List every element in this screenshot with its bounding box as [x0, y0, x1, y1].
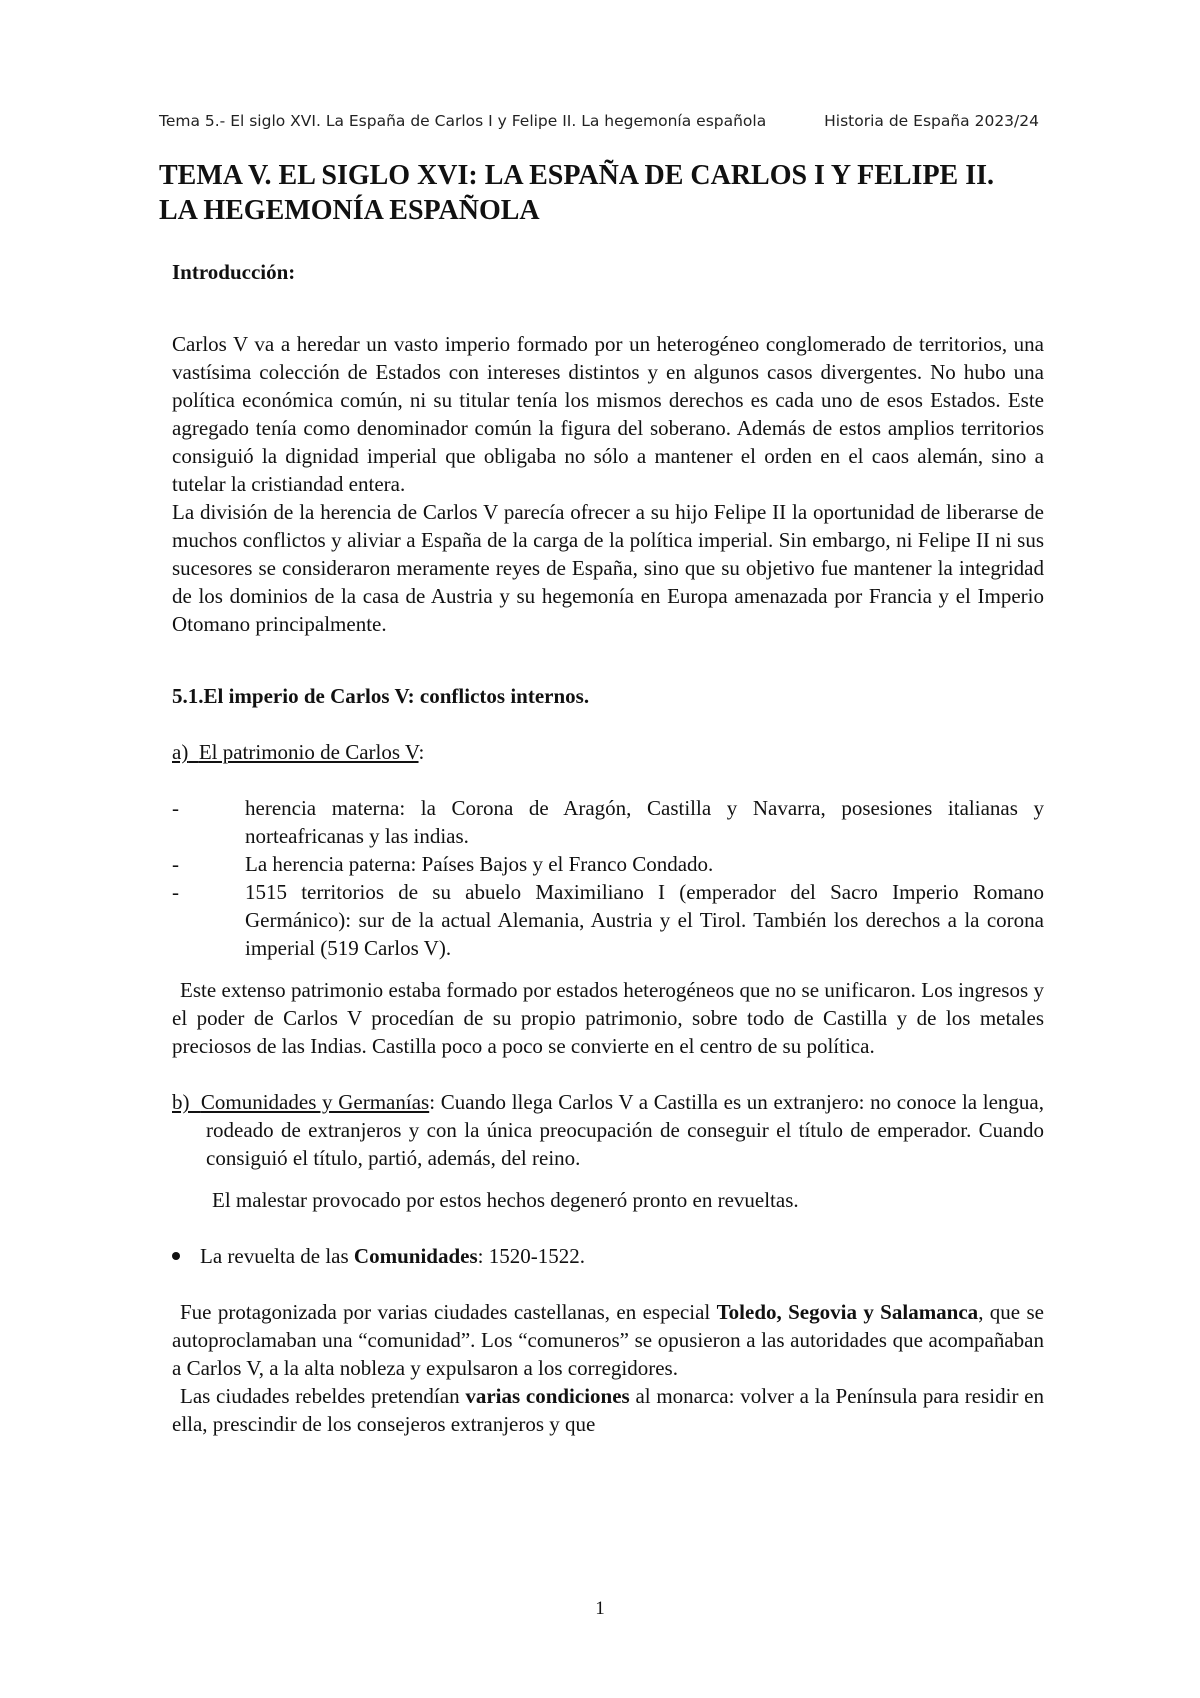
list-item: - herencia materna: la Corona de Aragón, Castilla y Navarra, posesiones italianas y norteafricanas y las indias.	[172, 796, 1044, 848]
subsection-b-title: Comunidades y Germanías	[200, 1090, 430, 1114]
header-course: Historia de España 2023/24	[824, 112, 1039, 130]
subsection-b-paragraph: b) Comunidades y Germanías: Cuando llega Carlos V a Castilla es un extranjero: no conoce la lengua, rodeado de extranjeros y con la única preocupación de conseguir el título de emperador. Cuando consiguió el título, partió, además, del reino.	[172, 1090, 1045, 1170]
subsection-a-label: a)	[172, 740, 189, 764]
rebeldes-paragraph: Las ciudades rebeldes pretendían varias condiciones al monarca: volver a la Península para residir en ella, prescindir de los consejeros extranjeros y que	[172, 1384, 1044, 1436]
page-title	[159, 158, 1059, 228]
page-number: 1	[595, 1598, 605, 1619]
intro-heading: Introducción:	[172, 260, 296, 284]
comunidades-bullet: La revuelta de las Comunidades: 1520-1522.	[172, 1242, 1044, 1270]
header-topic: Tema 5.- El siglo XVI. La España de Carlos I y Felipe II. La hegemonía española	[159, 112, 767, 130]
patrimonio-paragraph: Este extenso patrimonio estaba formado por estados heterogéneos que no se unificaron. Los ingresos y el poder de Carlos V procedían de su propio patrimonio, sobre todo de Castilla y de los metales preciosos de las Indias. Castilla poco a poco se convierte en el centro de su política.	[172, 978, 1044, 1058]
list-item: - 1515 territorios de su abuelo Maximiliano I (emperador del Sacro Imperio Romano Germánico): sur de la actual Alemania, Austria y el Tirol. También los derechos a la corona imperial (519 Carlos V).	[172, 880, 1044, 960]
title-line-2: LA HEGEMONÍA ESPAÑOLA	[159, 195, 540, 226]
section-heading: 5.1.El imperio de Carlos V: conflictos internos.	[172, 684, 590, 708]
malestar-paragraph: El malestar provocado por estos hechos degeneró pronto en revueltas.	[212, 1188, 799, 1212]
bullet-icon	[172, 1252, 180, 1260]
subsection-a-title: El patrimonio de Carlos V	[198, 740, 419, 764]
document-body	[172, 258, 1044, 1438]
subsection-b-label: b)	[172, 1090, 190, 1114]
comunidades-paragraph: Fue protagonizada por varias ciudades castellanas, en especial Toledo, Segovia y Salamanca, que se autoproclamaban una “comunidad”. Los “comuneros” se opusieron a las autoridades que acompañaban a Carlos V, a la alta nobleza y expulsaron a los corregidores.	[172, 1300, 1044, 1380]
intro-paragraph-2: La división de la herencia de Carlos V parecía ofrecer a su hijo Felipe II la oportunidad de liberarse de muchos conflictos y aliviar a España de la carga de la política imperial. Sin embargo, ni Felipe II ni sus sucesores se consideraron meramente reyes de España, sino que su objetivo fue mantener la integridad de los dominios de la casa de Austria y su hegemonía en Europa amenazada por Francia y el Imperio Otomano principalmente.	[172, 500, 1044, 636]
title-line-1: TEMA V. EL SIGLO XVI: LA ESPAÑA DE CARLOS I Y FELIPE II.	[159, 160, 995, 191]
intro-paragraph-1: Carlos V va a heredar un vasto imperio formado por un heterogéneo conglomerado de territorios, una vastísima colección de Estados con intereses distintos y en algunos casos divergentes. No hubo una política económica común, ni su titular tenía los mismos derechos es cada uno de esos Estados. Este agregado tenía como denominador común la figura del soberano. Además de estos amplios territorios consiguió la dignidad imperial que obligaba no sólo a mantener el orden en el caos alemán, sino a tutelar la cristiandad entera.	[172, 332, 1044, 496]
subsection-a-heading: a) El patrimonio de Carlos V:	[172, 740, 425, 764]
inheritance-list	[172, 794, 1044, 962]
list-item: - La herencia paterna: Países Bajos y el Franco Condado.	[172, 852, 714, 876]
